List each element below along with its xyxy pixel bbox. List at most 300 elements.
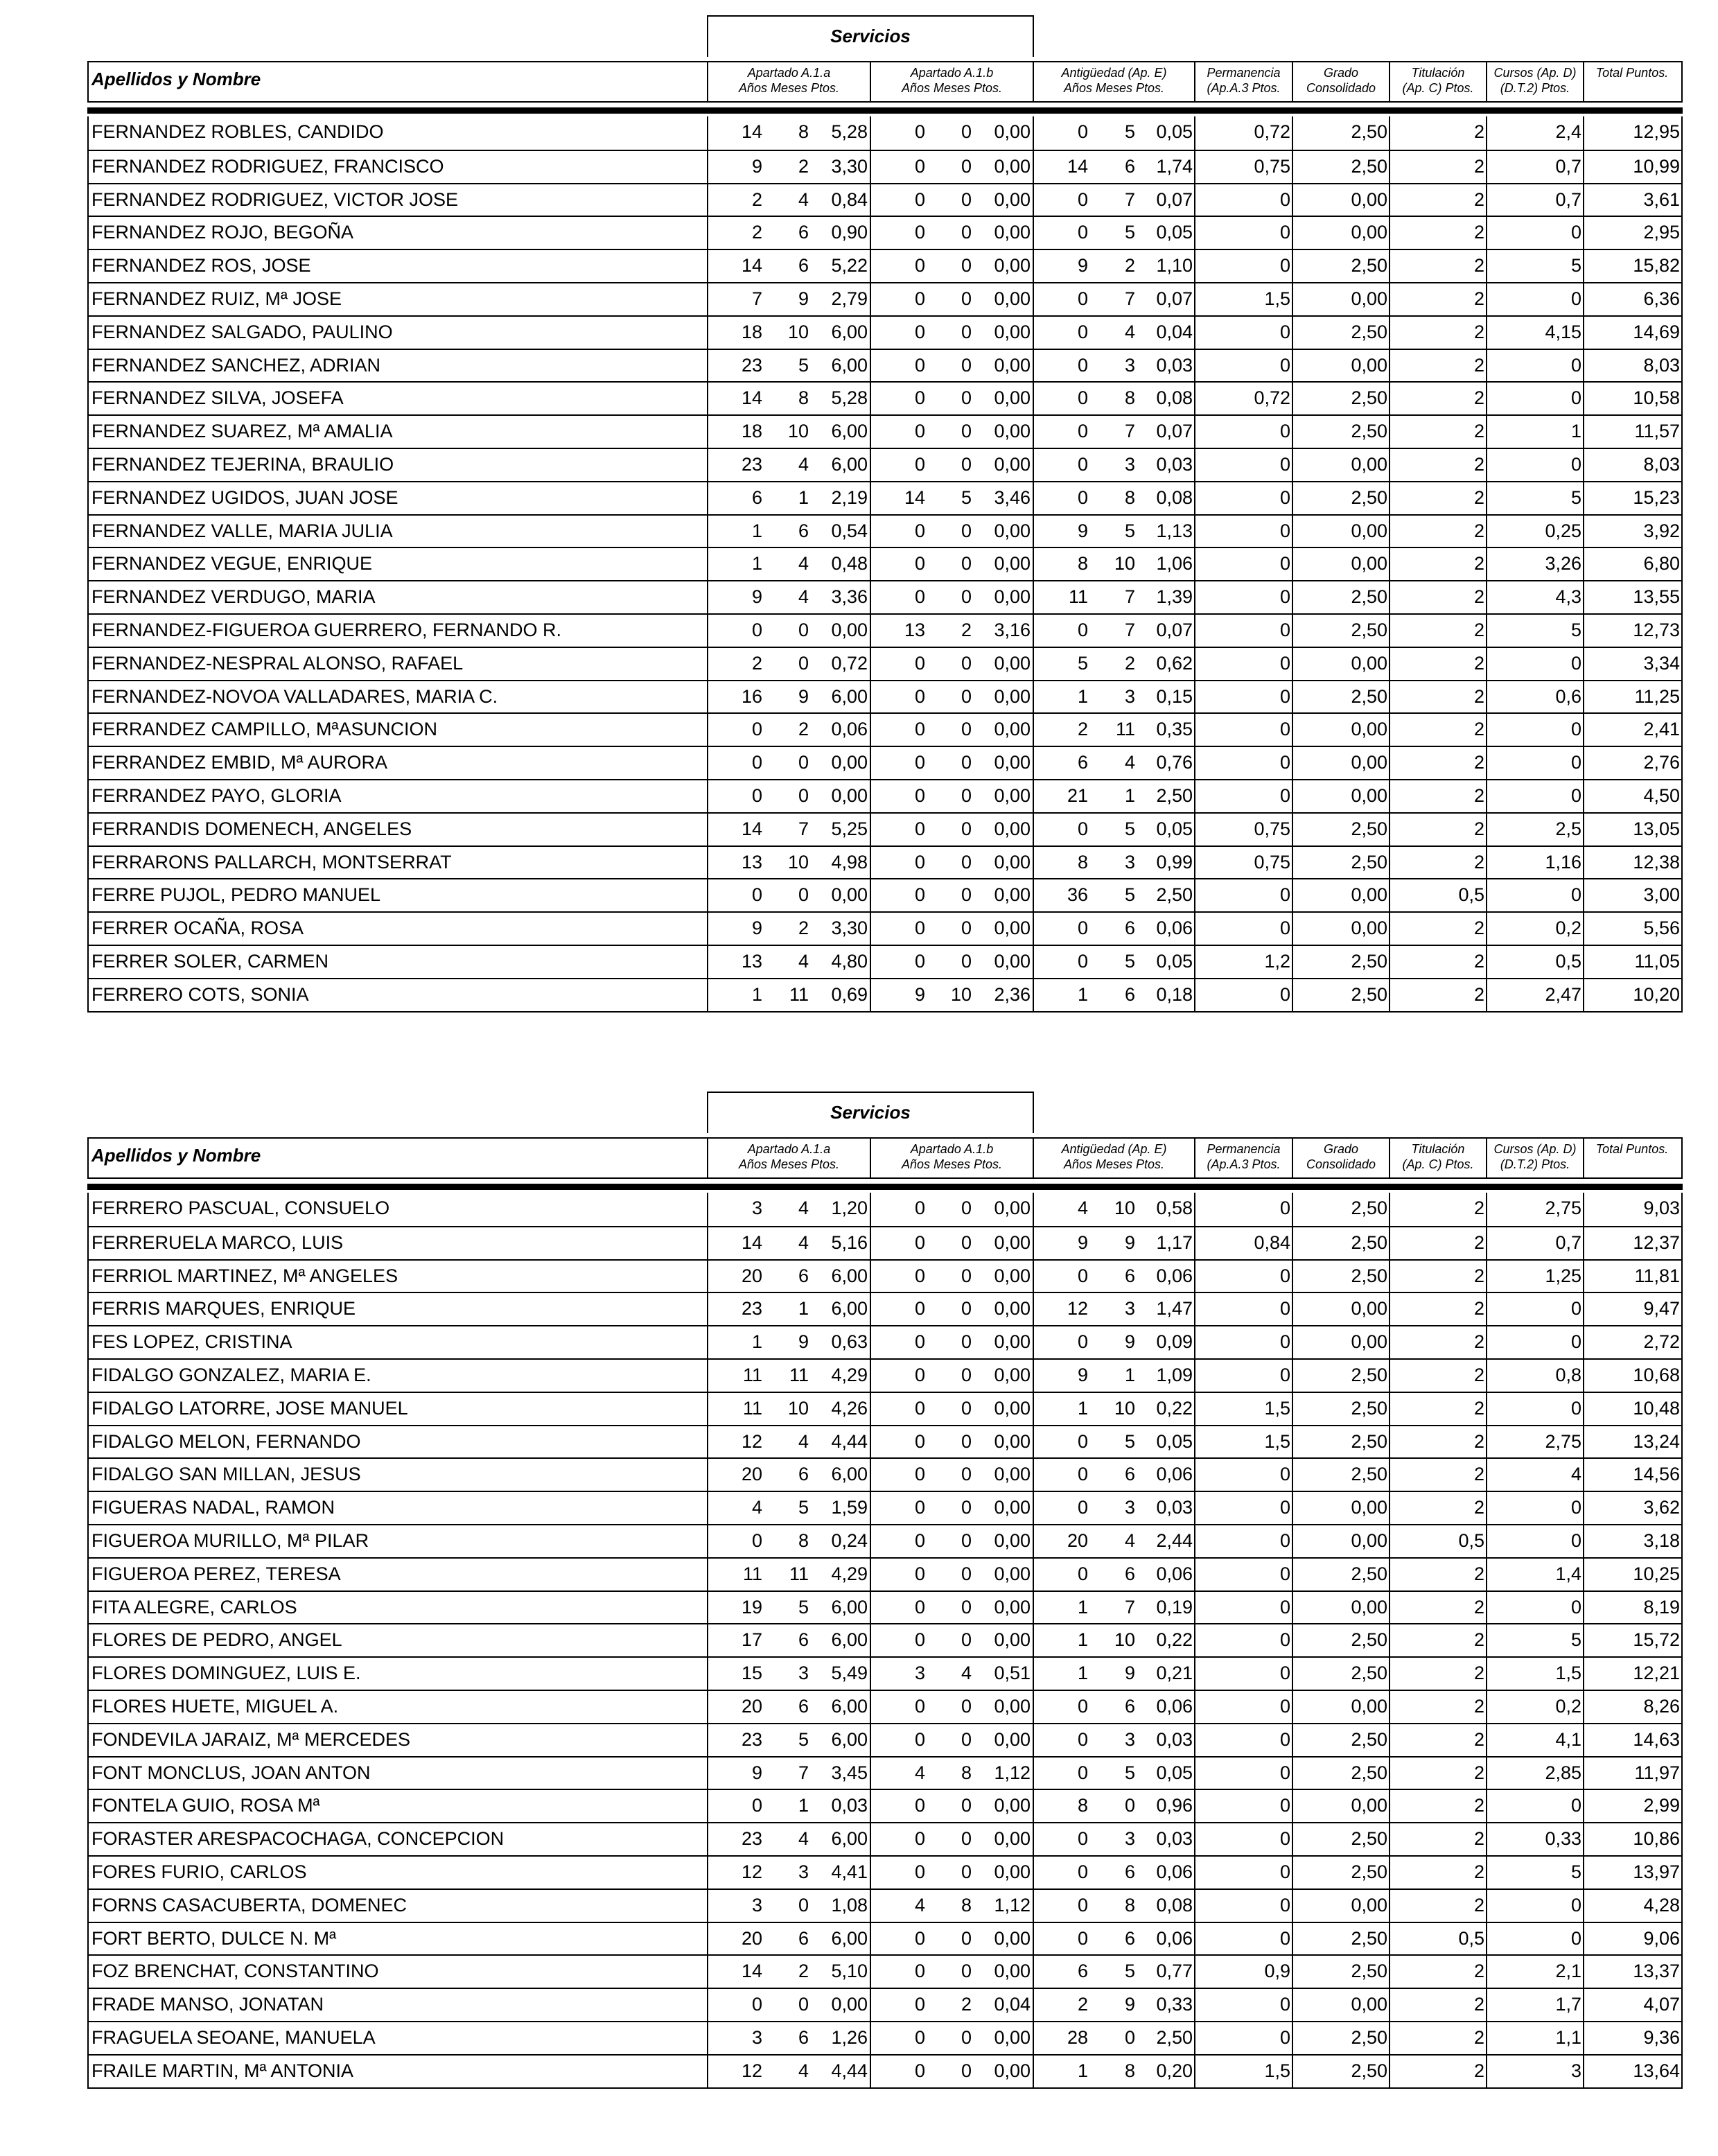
- cell-value: 28: [1067, 2026, 1088, 2048]
- cell-value: 0,00: [994, 652, 1031, 674]
- column-divider: [1194, 217, 1195, 249]
- cell-value: 2,50: [1351, 1663, 1387, 1684]
- cell-value: 1: [751, 1331, 762, 1353]
- column-divider: [1194, 814, 1195, 845]
- cell-value: 8: [1077, 851, 1088, 873]
- cell-value: 0: [1279, 2026, 1290, 2048]
- cell-value: 2: [1473, 652, 1484, 674]
- column-divider: [1583, 1890, 1584, 1922]
- cell-value: 0: [1077, 487, 1088, 508]
- cell-value: 2,72: [1643, 1331, 1680, 1353]
- cell-value: 0: [914, 1497, 925, 1518]
- column-divider: [1486, 1261, 1487, 1292]
- cell-value: 0: [1570, 752, 1581, 773]
- cell-value: 1,5: [1264, 288, 1290, 309]
- cell-value: 2,50: [1351, 1364, 1387, 1385]
- cell-value: 13: [904, 619, 925, 640]
- cell-value: 0,00: [994, 818, 1031, 839]
- cell-value: 1,7: [1555, 1994, 1581, 2015]
- header-permanencia-line2: (Ap.A.3 Ptos.: [1207, 81, 1281, 95]
- cell-value: 1,16: [1545, 851, 1581, 873]
- table-row: [89, 2021, 1681, 2054]
- cell-value: 11: [789, 1563, 809, 1584]
- cell-value: 0: [914, 1795, 925, 1816]
- cell-value: 0: [1279, 884, 1290, 906]
- cell-value: 2: [1473, 1563, 1484, 1584]
- column-divider: [1292, 1923, 1293, 1955]
- cell-value: 6: [798, 222, 809, 243]
- column-divider: [1194, 449, 1195, 481]
- cell-value: 0: [1279, 1563, 1290, 1584]
- cell-value: 0,00: [994, 1961, 1031, 1982]
- cell-value: 0: [1279, 421, 1290, 442]
- cell-value: 2,50: [1351, 1265, 1387, 1286]
- column-divider: [1486, 1790, 1487, 1822]
- header-grado-line1: Grado: [1323, 66, 1359, 80]
- cell-value: 2: [798, 719, 809, 740]
- cell-value: 2: [961, 1994, 972, 2015]
- cell-value: 0: [914, 189, 925, 210]
- cell-value: 2,50: [1351, 1430, 1387, 1452]
- cell-value: 0: [1570, 1795, 1581, 1816]
- cell-value: 0: [1077, 387, 1088, 409]
- cell-value: 2: [961, 619, 972, 640]
- cell-value: 0,08: [1156, 487, 1193, 508]
- cell-value: 0: [914, 453, 925, 475]
- column-divider: [1583, 1823, 1584, 1855]
- cell-name: FES LOPEZ, CRISTINA: [91, 1331, 292, 1353]
- cell-value: 5: [1124, 818, 1135, 839]
- cell-value: 0,00: [994, 1497, 1031, 1518]
- cell-value: 10,86: [1633, 1828, 1680, 1850]
- column-divider: [1292, 780, 1293, 812]
- cell-value: 0,05: [1156, 1430, 1193, 1452]
- table-body: [87, 116, 1683, 1013]
- cell-value: 0: [914, 851, 925, 873]
- column-divider: [1583, 449, 1584, 481]
- cell-value: 2,75: [1545, 1198, 1581, 1218]
- cell-value: 1,1: [1555, 2026, 1581, 2048]
- cell-name: FERNANDEZ ROJO, BEGOÑA: [91, 222, 354, 243]
- cell-value: 0: [1279, 255, 1290, 277]
- column-divider: [1194, 2022, 1195, 2054]
- cell-value: 4: [1570, 1464, 1581, 1485]
- cell-value: 0,04: [1156, 321, 1193, 342]
- cell-value: 0: [1570, 1894, 1581, 1916]
- column-divider: [1292, 283, 1293, 315]
- cell-value: 36: [1067, 884, 1088, 906]
- table-row: [89, 613, 1681, 647]
- cell-value: 0,19: [1156, 1596, 1193, 1618]
- column-divider: [1389, 714, 1390, 746]
- cell-value: 1,12: [994, 1894, 1031, 1916]
- column-divider: [1583, 250, 1584, 282]
- cell-value: 2: [1473, 354, 1484, 376]
- cell-value: 6: [798, 1464, 809, 1485]
- cell-value: 0,75: [1254, 851, 1290, 873]
- cell-value: 0: [1279, 785, 1290, 806]
- header-antiguedad-line1: Antigüedad (Ap. E): [1061, 66, 1167, 80]
- column-divider: [1583, 416, 1584, 448]
- cell-value: 0: [1570, 288, 1581, 309]
- cell-value: 0: [961, 1828, 972, 1850]
- cell-value: 4: [798, 950, 809, 972]
- column-divider: [1486, 217, 1487, 249]
- cell-value: 0: [914, 288, 925, 309]
- cell-value: 7: [1124, 288, 1135, 309]
- column-divider: [1194, 1724, 1195, 1756]
- column-divider: [1292, 615, 1293, 647]
- column-divider: [1194, 1525, 1195, 1557]
- cell-value: 9: [1124, 1232, 1135, 1253]
- cell-value: 0: [1570, 222, 1581, 243]
- cell-value: 7: [1124, 1596, 1135, 1618]
- cell-value: 11,05: [1634, 950, 1680, 972]
- cell-value: 0: [914, 222, 925, 243]
- cell-value: 2: [1077, 1994, 1088, 2015]
- header-permanencia: [1194, 1139, 1292, 1177]
- cell-value: 0: [914, 1728, 925, 1750]
- cell-value: 0,00: [994, 884, 1031, 906]
- column-divider: [1583, 648, 1584, 680]
- cell-value: 3: [1124, 1828, 1135, 1850]
- column-divider: [1194, 1790, 1195, 1822]
- cell-value: 12: [1067, 1298, 1088, 1320]
- cell-value: 2,50: [1351, 983, 1387, 1005]
- header-grado: [1292, 1139, 1389, 1177]
- column-divider: [1292, 1658, 1293, 1690]
- cell-value: 0: [1279, 1298, 1290, 1320]
- column-divider: [1486, 449, 1487, 481]
- cell-value: 0,00: [994, 719, 1031, 740]
- header-antiguedad-line2: Años Meses Ptos.: [1063, 1157, 1165, 1171]
- table-row: [89, 1888, 1681, 1922]
- column-divider: [1583, 1360, 1584, 1392]
- column-divider: [1583, 714, 1584, 746]
- column-divider: [1194, 847, 1195, 879]
- cell-value: 0,00: [1351, 453, 1387, 475]
- cell-value: 2: [1473, 1331, 1484, 1353]
- cell-value: 0: [1077, 1927, 1088, 1949]
- cell-value: 5: [798, 1596, 809, 1618]
- column-divider: [1583, 184, 1584, 216]
- column-divider: [1292, 548, 1293, 580]
- header-antiguedad: [1033, 1139, 1194, 1177]
- cell-value: 0: [1570, 1530, 1581, 1551]
- cell-value: 5: [1077, 652, 1088, 674]
- cell-value: 8: [961, 1762, 972, 1783]
- column-divider: [1292, 317, 1293, 349]
- header-apartado-a1b: [870, 62, 1033, 101]
- cell-value: 5: [1124, 1762, 1135, 1783]
- cell-name: FOZ BRENCHAT, CONSTANTINO: [91, 1961, 379, 1982]
- header-permanencia-line1: Permanencia: [1207, 1142, 1281, 1156]
- cell-value: 0: [1279, 586, 1290, 608]
- cell-value: 0: [914, 1232, 925, 1253]
- header-apartado-a1b-line2: Años Meses Ptos.: [901, 81, 1003, 95]
- column-divider: [1194, 1658, 1195, 1690]
- cell-value: 23: [741, 1828, 762, 1850]
- cell-value: 6,00: [831, 1828, 868, 1850]
- cell-value: 0: [1279, 321, 1290, 342]
- column-divider: [1194, 681, 1195, 713]
- cell-value: 1: [1077, 1629, 1088, 1651]
- cell-value: 0,00: [1351, 1994, 1387, 2015]
- cell-name: FERNANDEZ VALLE, MARIA JULIA: [91, 520, 393, 541]
- column-divider: [1194, 482, 1195, 514]
- cell-value: 0: [1077, 1695, 1088, 1717]
- cell-value: 0,72: [1254, 121, 1290, 142]
- cell-value: 1,59: [831, 1497, 868, 1518]
- cell-value: 0: [1570, 354, 1581, 376]
- cell-value: 6: [1077, 1961, 1088, 1982]
- header-permanencia: [1194, 62, 1292, 101]
- header-apartado-a1a-line1: Apartado A.1.a: [747, 1142, 831, 1156]
- cell-value: 19: [741, 1596, 762, 1618]
- cell-name: FORASTER ARESPACOCHAGA, CONCEPCION: [91, 1828, 505, 1850]
- cell-value: 8: [961, 1894, 972, 1916]
- cell-value: 4: [1077, 1198, 1088, 1218]
- cell-value: 2,50: [1351, 619, 1387, 640]
- cell-value: 0: [1077, 1762, 1088, 1783]
- cell-value: 6,00: [831, 685, 868, 707]
- column-divider: [1583, 1459, 1584, 1491]
- cell-value: 3,46: [994, 487, 1031, 508]
- cell-name: FERNANDEZ SUAREZ, Mª AMALIA: [91, 421, 393, 442]
- column-divider: [1583, 1525, 1584, 1557]
- cell-value: 0: [914, 918, 925, 939]
- header-titulacion-line2: (Ap. C) Ptos.: [1402, 81, 1474, 95]
- table-row: [89, 1457, 1681, 1491]
- column-divider: [1389, 1724, 1390, 1756]
- column-divider: [1583, 2022, 1584, 2054]
- cell-value: 9: [1077, 1232, 1088, 1253]
- table-row: [89, 1988, 1681, 2021]
- cell-value: 0,35: [1156, 719, 1193, 740]
- table-row: [89, 845, 1681, 879]
- cell-value: 0: [1279, 354, 1290, 376]
- column-divider: [1292, 516, 1293, 547]
- cell-value: 0,00: [1351, 785, 1387, 806]
- column-divider: [1389, 283, 1390, 315]
- cell-value: 0,03: [1156, 354, 1193, 376]
- cell-value: 0,00: [994, 520, 1031, 541]
- table-row: [89, 1623, 1681, 1656]
- column-divider: [1486, 1890, 1487, 1922]
- header-cursos-line1: Cursos (Ap. D): [1493, 1142, 1577, 1156]
- cell-value: 0: [914, 155, 925, 177]
- header-apartado-a1a: [707, 1139, 870, 1177]
- cell-value: 0,00: [1351, 1298, 1387, 1320]
- cell-value: 3,26: [1545, 553, 1581, 575]
- column-divider: [1486, 780, 1487, 812]
- cell-value: 2,41: [1643, 719, 1680, 740]
- cell-value: 5: [1124, 222, 1135, 243]
- column-divider: [1292, 1525, 1293, 1557]
- header-cursos: [1486, 1139, 1583, 1177]
- cell-value: 0: [961, 520, 972, 541]
- cell-value: 6,00: [831, 421, 868, 442]
- cell-value: 1: [1124, 785, 1135, 806]
- column-divider: [1194, 383, 1195, 414]
- column-divider: [1194, 250, 1195, 282]
- column-divider: [1194, 1691, 1195, 1723]
- column-divider: [1583, 283, 1584, 315]
- cell-value: 0: [1077, 1563, 1088, 1584]
- column-divider: [1486, 946, 1487, 978]
- cell-value: 8: [1124, 387, 1135, 409]
- cell-value: 0,00: [994, 1795, 1031, 1816]
- cell-name: FIGUEROA PEREZ, TERESA: [91, 1563, 341, 1584]
- column-divider: [1583, 116, 1584, 150]
- column-divider: [1194, 1823, 1195, 1855]
- column-divider: [1292, 1193, 1293, 1226]
- cell-value: 10: [1114, 553, 1135, 575]
- cell-value: 0,00: [994, 1629, 1031, 1651]
- cell-value: 0,24: [831, 1530, 868, 1551]
- cell-value: 0: [914, 1861, 925, 1882]
- cell-value: 0,00: [1351, 1530, 1387, 1551]
- cell-value: 0: [1124, 1795, 1135, 1816]
- cell-value: 9: [798, 1331, 809, 1353]
- column-divider: [1389, 1857, 1390, 1888]
- column-divider: [1583, 1426, 1584, 1458]
- column-divider: [1194, 1227, 1195, 1259]
- cell-value: 0,00: [994, 1397, 1031, 1419]
- column-divider: [1486, 913, 1487, 945]
- cell-value: 0: [751, 752, 762, 773]
- cell-value: 0,00: [994, 255, 1031, 277]
- column-divider: [1194, 1459, 1195, 1491]
- cell-value: 0: [1279, 619, 1290, 640]
- cell-value: 0: [1570, 387, 1581, 409]
- cell-value: 0,00: [831, 1994, 868, 2015]
- cell-value: 0: [961, 155, 972, 177]
- cell-value: 0: [1570, 785, 1581, 806]
- cell-value: 12,95: [1633, 121, 1680, 142]
- column-divider: [1292, 1890, 1293, 1922]
- column-divider: [1486, 1393, 1487, 1425]
- cell-value: 2,50: [1351, 1762, 1387, 1783]
- cell-value: 0: [1077, 288, 1088, 309]
- column-divider: [1292, 1293, 1293, 1325]
- cell-value: 2: [798, 1961, 809, 1982]
- cell-value: 0,06: [1156, 918, 1193, 939]
- cell-value: 14,69: [1633, 321, 1680, 342]
- cell-value: 1,12: [994, 1762, 1031, 1783]
- column-divider: [1194, 151, 1195, 183]
- column-divider: [1194, 1923, 1195, 1955]
- column-divider: [1486, 548, 1487, 580]
- cell-value: 4: [1124, 321, 1135, 342]
- cell-value: 4,41: [831, 1861, 868, 1882]
- header-titulacion: [1389, 62, 1486, 101]
- cell-value: 0,00: [994, 421, 1031, 442]
- cell-value: 2,50: [1351, 1861, 1387, 1882]
- cell-value: 4: [1124, 752, 1135, 773]
- cell-value: 0,00: [994, 1695, 1031, 1717]
- column-divider: [1583, 1293, 1584, 1325]
- cell-value: 3: [1124, 453, 1135, 475]
- cell-value: 0,9: [1264, 1961, 1290, 1982]
- table-row: [89, 381, 1681, 414]
- cell-value: 0,7: [1555, 189, 1581, 210]
- cell-value: 0: [751, 719, 762, 740]
- column-divider: [1292, 1492, 1293, 1524]
- cell-value: 14: [741, 1961, 762, 1982]
- cell-value: 0: [914, 1265, 925, 1286]
- cell-value: 5: [1570, 1861, 1581, 1882]
- cell-name: FERRERO PASCUAL, CONSUELO: [91, 1198, 390, 1218]
- column-divider: [1583, 1658, 1584, 1690]
- cell-value: 0: [961, 752, 972, 773]
- column-divider: [1389, 116, 1390, 150]
- column-divider: [1389, 946, 1390, 978]
- column-divider: [1194, 747, 1195, 779]
- column-divider: [1486, 1923, 1487, 1955]
- cell-name: FIDALGO SAN MILLAN, JESUS: [91, 1464, 361, 1485]
- column-divider: [1486, 184, 1487, 216]
- cell-value: 2,50: [1351, 1464, 1387, 1485]
- cell-value: 2,50: [1351, 121, 1387, 142]
- cell-value: 6: [798, 1695, 809, 1717]
- cell-value: 5: [1570, 1629, 1581, 1651]
- cell-value: 2: [1473, 155, 1484, 177]
- cell-value: 0: [798, 1994, 809, 2015]
- cell-name: FLORES DE PEDRO, ANGEL: [91, 1629, 342, 1651]
- table-row: [89, 1789, 1681, 1822]
- cell-name: FIDALGO MELON, FERNANDO: [91, 1430, 361, 1452]
- column-divider: [1292, 1459, 1293, 1491]
- cell-name: FIDALGO LATORRE, JOSE MANUEL: [91, 1397, 408, 1419]
- cell-value: 0,06: [1156, 1265, 1193, 1286]
- cell-value: 2,1: [1555, 1961, 1581, 1982]
- table-row: [89, 2054, 1681, 2087]
- column-divider: [1292, 581, 1293, 613]
- cell-value: 11: [789, 1364, 809, 1385]
- cell-value: 3,00: [1643, 884, 1680, 906]
- header-total: [1583, 1139, 1680, 1177]
- header-apartado-a1a: [707, 62, 870, 101]
- cell-value: 0,00: [831, 884, 868, 906]
- column-divider: [1583, 1857, 1584, 1888]
- cell-value: 0: [914, 1364, 925, 1385]
- cell-value: 0,00: [994, 851, 1031, 873]
- cell-value: 0: [961, 288, 972, 309]
- column-divider: [1486, 581, 1487, 613]
- table-row: [89, 1656, 1681, 1690]
- column-divider: [1389, 1624, 1390, 1656]
- cell-value: 0: [961, 1629, 972, 1651]
- cell-value: 0,5: [1458, 1530, 1484, 1551]
- cell-value: 5,28: [831, 121, 868, 142]
- cell-value: 6: [798, 1265, 809, 1286]
- cell-value: 20: [741, 1927, 762, 1949]
- column-divider: [1292, 681, 1293, 713]
- column-divider: [1389, 1923, 1390, 1955]
- table-row: [89, 116, 1681, 150]
- cell-value: 10,25: [1633, 1563, 1680, 1584]
- cell-value: 0: [1279, 1762, 1290, 1783]
- column-divider: [1194, 1890, 1195, 1922]
- cell-value: 0,2: [1555, 918, 1581, 939]
- cell-name: FONTELA GUIO, ROSA Mª: [91, 1795, 320, 1816]
- cell-value: 5: [1124, 884, 1135, 906]
- cell-value: 0: [914, 321, 925, 342]
- column-divider: [1583, 1724, 1584, 1756]
- cell-value: 1,20: [831, 1198, 868, 1218]
- cell-value: 3: [1570, 2060, 1581, 2081]
